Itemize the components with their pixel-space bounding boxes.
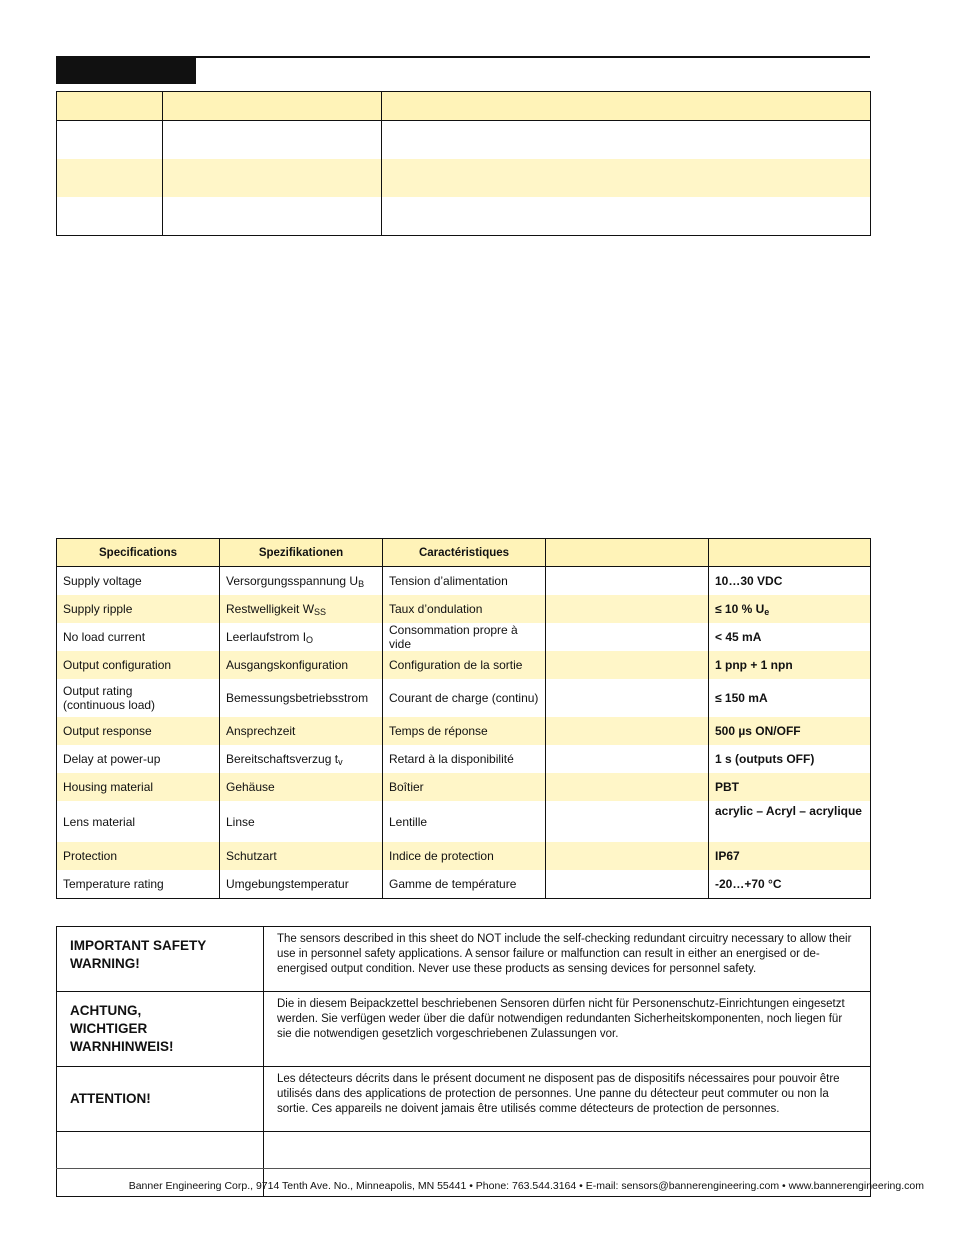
- spec-en-text: Supply ripple: [63, 602, 133, 616]
- spec-en-text: Output rating (continuous load): [63, 684, 156, 712]
- header-spezifikationen: Spezifikationen: [220, 539, 383, 567]
- section-tab-block: [56, 56, 196, 84]
- spec-value-subscript: e: [764, 606, 770, 617]
- warning-body: [57, 927, 871, 1197]
- spec-fr-text: Consommation propre à vide: [389, 623, 518, 651]
- spec-en-text: Supply voltage: [63, 574, 142, 588]
- spec-en: [57, 801, 220, 842]
- spec-en: [57, 773, 220, 801]
- spec-blank: [546, 595, 709, 623]
- spec-de-text: Schutzart: [226, 849, 277, 863]
- spec-de: [220, 623, 383, 651]
- spec-value-text: PBT: [715, 780, 739, 794]
- spec-de-text: Umgebungstemperatur: [226, 877, 349, 891]
- spec-value-text: 1 pnp + 1 npn: [715, 658, 793, 672]
- spec-fr: [383, 717, 546, 745]
- spec-value: [709, 651, 871, 679]
- spec-en-text: Delay at power-up: [63, 752, 161, 766]
- spec-row: [57, 717, 871, 745]
- spec-row: [57, 679, 871, 717]
- spec-row: [57, 801, 871, 842]
- warning-row: [57, 927, 871, 992]
- spec-en: [57, 623, 220, 651]
- spec-de: [220, 801, 383, 842]
- spec-en: [57, 717, 220, 745]
- spec-row: [57, 651, 871, 679]
- spec-value: [709, 842, 871, 870]
- spec-de: [220, 651, 383, 679]
- spec-fr-text: Tension d’alimentation: [389, 574, 508, 588]
- spec-en: [57, 679, 220, 717]
- spec-de: [220, 595, 383, 623]
- spec-value-text: 10…30 VDC: [715, 574, 783, 588]
- spec-blank: [546, 623, 709, 651]
- spec-fr: [383, 651, 546, 679]
- spec-value-text: 1 s (outputs OFF): [715, 752, 815, 766]
- spec-fr-text: Lentille: [389, 814, 428, 829]
- spec-en-text: Output configuration: [63, 658, 172, 672]
- spec-fr-text: Retard à la disponibilité: [389, 752, 514, 766]
- warning-text: Les détecteurs décrits dans le présent document ne disposent pas de dispositifs nécessaires pour pouvoir être utilisés dans des applications de protection de personnes. Une panne du détecteur peut commuter ou non la sortie. Ces appareils ne doivent jamais être utilisés comme détecteurs de protection de personnes.: [264, 1067, 871, 1132]
- spec-en-text: Output response: [63, 724, 152, 738]
- spec-en-text: No load current: [63, 630, 146, 644]
- spec-de-subscript: O: [306, 634, 314, 645]
- spec-de: [220, 842, 383, 870]
- spec-value: [709, 623, 871, 651]
- spec-de-subscript: SS: [314, 606, 327, 617]
- spec-fr-text: Temps de réponse: [389, 724, 488, 738]
- spec-fr-text: Indice de protection: [389, 849, 494, 863]
- spec-fr-text: Gamme de température: [389, 877, 517, 891]
- spec-fr: [383, 679, 546, 717]
- safety-warning-table: [56, 926, 871, 1197]
- spec-value: [709, 773, 871, 801]
- spec-de-text: Leerlaufstrom I: [226, 629, 307, 644]
- spec-row: [57, 773, 871, 801]
- header-value: [709, 539, 871, 567]
- spec-en-text: Protection: [63, 849, 118, 863]
- spec-value: [709, 801, 871, 842]
- spec-blank: [546, 745, 709, 773]
- spec-body: [57, 567, 871, 899]
- table-row: [57, 159, 871, 197]
- spec-blank: [546, 773, 709, 801]
- spec-value: [709, 567, 871, 596]
- spec-blank: [546, 801, 709, 842]
- warning-text: The sensors described in this sheet do NOT include the self-checking redundant circuitry necessary to allow their use in personnel safety applications. A sensor failure or malfunction can result in either an energised or de-energised output condition. Never use these products as sensing devices for personnel safety.: [277, 933, 852, 975]
- spec-fr-text: Taux d’ondulation: [389, 602, 483, 616]
- spec-de-text: Restwelligkeit W: [226, 601, 315, 616]
- spec-de-text: Linse: [226, 814, 255, 829]
- spec-fr: [383, 595, 546, 623]
- spec-row: [57, 595, 871, 623]
- footer-rule: [56, 1168, 870, 1169]
- spec-row: [57, 745, 871, 773]
- spec-row: [57, 623, 871, 651]
- header-blank: [546, 539, 709, 567]
- spec-value-text: ≤ 150 mA: [715, 691, 768, 705]
- header-specifications: Specifications: [57, 539, 220, 567]
- spec-de: [220, 870, 383, 899]
- spec-de: [220, 773, 383, 801]
- blank-header-table: [56, 91, 871, 236]
- spec-value: [709, 745, 871, 773]
- footer-contact: Banner Engineering Corp., 9714 Tenth Ave. No., Minneapolis, MN 55441 • Phone: 763.544.3164 • E-mail: sensors@bannerengineering.com • www.bannerengineering.com: [128, 1180, 924, 1192]
- warning-text: Die in diesem Beipackzettel beschriebenen Sensoren dürfen nicht für Personenschutz-Einrichtungen eingesetzt werden. Sie verfügen weder über die dafür notwendigen redundanten Sicherheitskomponenten, noch liegen für sie die notwendigen gesetzlich vorgeschriebenen Zulassungen vor.: [264, 992, 871, 1067]
- spec-en: [57, 651, 220, 679]
- spec-blank: [546, 651, 709, 679]
- spec-blank: [546, 717, 709, 745]
- spec-fr: [383, 623, 546, 651]
- spec-value: [709, 870, 871, 899]
- table-header-row: [57, 92, 871, 121]
- spec-blank: [546, 870, 709, 899]
- spec-en: [57, 842, 220, 870]
- spec-de-subscript: v: [338, 756, 343, 767]
- spec-de: [220, 745, 383, 773]
- spec-en: [57, 870, 220, 899]
- spec-value: [709, 679, 871, 717]
- spec-fr: [383, 773, 546, 801]
- specifications-table: [56, 538, 871, 899]
- spec-de-text: Bemessungsbetriebsstrom: [226, 691, 369, 705]
- spec-en: [57, 745, 220, 773]
- warning-label: ATTENTION!: [57, 1067, 264, 1132]
- spec-en: [57, 595, 220, 623]
- spec-fr-text: Configuration de la sortie: [389, 658, 523, 672]
- spec-row: [57, 567, 871, 596]
- spec-de-subscript: B: [358, 578, 365, 589]
- spec-de-text: Versorgungsspannung U: [226, 573, 359, 588]
- spec-fr: [383, 870, 546, 899]
- warning-row: [57, 992, 871, 1067]
- spec-row: [57, 842, 871, 870]
- spec-value-text: IP67: [715, 849, 740, 863]
- spec-en-text: Lens material: [63, 814, 136, 829]
- spec-header-row: [57, 539, 871, 567]
- spec-de-text: Ansprechzeit: [226, 724, 296, 738]
- spec-value: [709, 717, 871, 745]
- header-caracteristiques: Caractéristiques: [383, 539, 546, 567]
- spec-blank: [546, 679, 709, 717]
- spec-blank: [546, 842, 709, 870]
- spec-fr: [383, 745, 546, 773]
- spec-value-text: ≤ 10 % U: [715, 601, 765, 616]
- spec-value-text: < 45 mA: [715, 630, 762, 644]
- spec-fr: [383, 842, 546, 870]
- spec-fr-text: Courant de charge (continu): [389, 691, 539, 705]
- spec-de-text: Gehäuse: [226, 780, 275, 794]
- spec-en-text: Temperature rating: [63, 877, 164, 891]
- warning-row: [57, 1067, 871, 1132]
- spec-row: [57, 870, 871, 899]
- warning-label: IMPORTANT SAFETY WARNING!: [57, 927, 264, 992]
- spec-de-text: Ausgangskonfiguration: [226, 658, 349, 672]
- spec-value-text: -20…+70 °C: [715, 877, 782, 891]
- spec-value-text: acrylic – Acryl – acrylique: [715, 804, 862, 818]
- spec-en-text: Housing material: [63, 780, 154, 794]
- table-row: [57, 197, 871, 236]
- spec-value-text: 500 µs ON/OFF: [715, 724, 801, 738]
- spec-en: [57, 567, 220, 596]
- table-row: [57, 121, 871, 160]
- spec-blank: [546, 567, 709, 596]
- spec-de: [220, 567, 383, 596]
- spec-de: [220, 679, 383, 717]
- spec-fr: [383, 567, 546, 596]
- spec-de: [220, 717, 383, 745]
- spec-fr-text: Boîtier: [389, 780, 424, 794]
- spec-value: [709, 595, 871, 623]
- warning-label: ACHTUNG, WICHTIGER WARNHINWEIS!: [57, 992, 264, 1067]
- spec-de-text: Bereitschaftsverzug t: [226, 751, 339, 766]
- spec-fr: [383, 801, 546, 842]
